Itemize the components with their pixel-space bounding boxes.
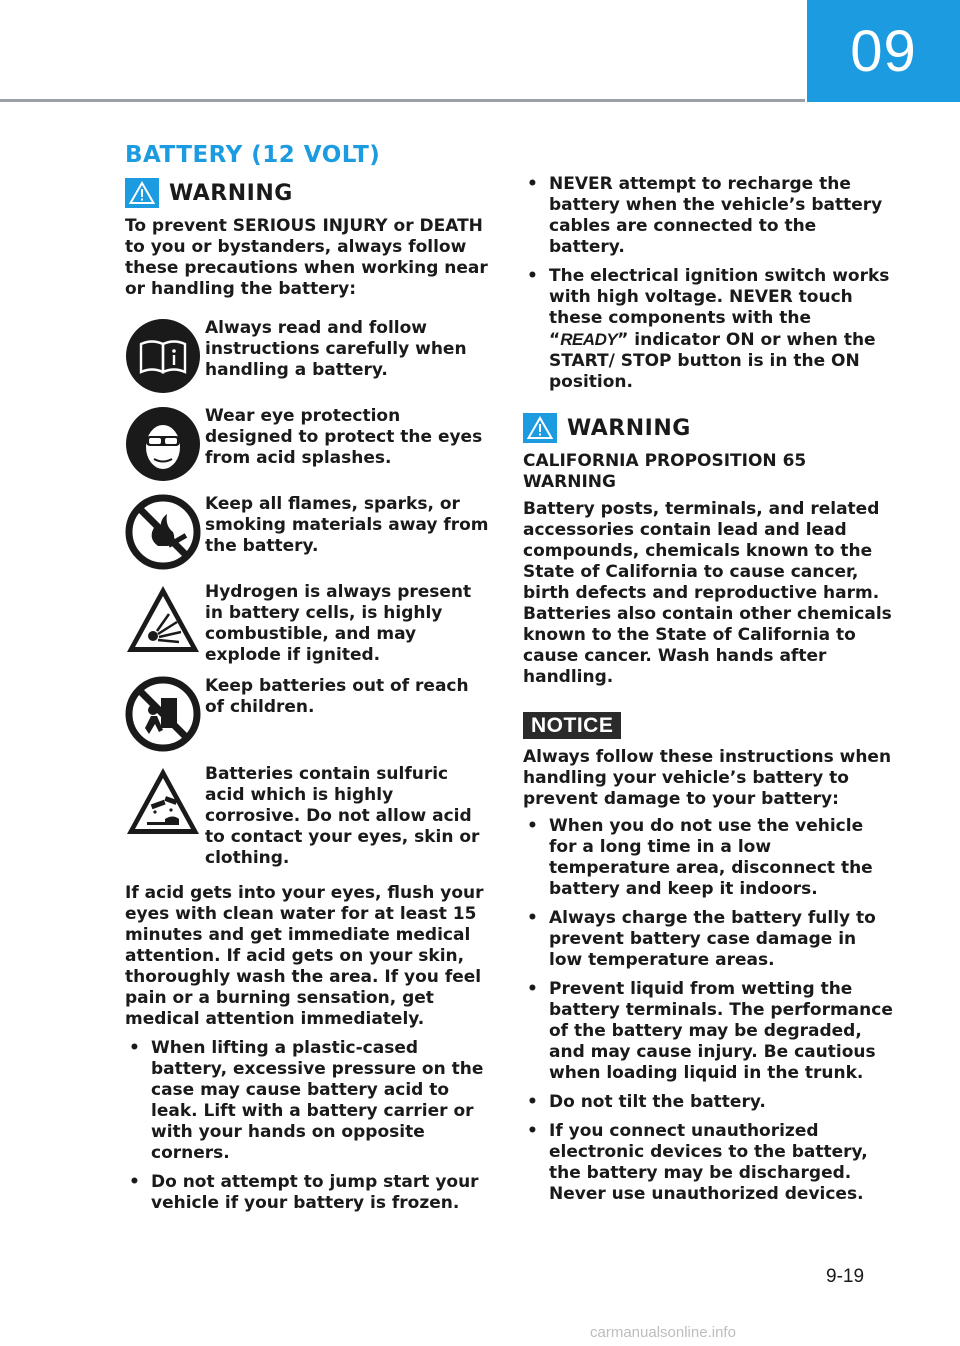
eye-protection-icon	[125, 406, 201, 482]
keep-from-children-icon	[125, 676, 201, 752]
bullet-text: The electrical ignition switch works with high voltage. NEVER touch these components with the “	[549, 266, 890, 350]
notice-bullet-list	[523, 816, 893, 1205]
symbol-text: Hydrogen is always present in battery cells, is highly combustible, and may explode if ignited.	[205, 582, 472, 665]
list-item: • NEVER attempt to recharge the battery when the vehicle’s battery cables are connected to the battery.	[523, 174, 893, 258]
list-item: • When lifting a plastic-cased battery, excessive pressure on the case may cause battery acid to leak. Lift with a battery carrier or with your hands on opposite corners.	[125, 1038, 490, 1164]
symbol-text: Keep batteries out of reach of children.	[205, 676, 469, 717]
left-bullet-list	[125, 1038, 490, 1214]
prop65-heading: CALIFORNIA PROPOSITION 65 WARNING	[523, 451, 807, 492]
right-column	[523, 174, 893, 1213]
notice-intro: Always follow these instructions when handling your vehicle’s battery to prevent damage to your battery:	[523, 747, 892, 809]
list-item: • If you connect unauthorized electronic devices to the battery, the battery may be discharged. Never use unauthorized devices.	[523, 1121, 893, 1205]
symbol-text: Wear eye protection designed to protect the eyes from acid splashes.	[205, 406, 483, 468]
symbol-text: Batteries contain sulfuric acid which is highly corrosive. Do not allow acid to contact your eyes, skin or clothing.	[205, 764, 480, 868]
warning-label: WARNING	[169, 180, 293, 206]
notice-badge: NOTICE	[523, 712, 621, 739]
explosion-hazard-icon	[125, 582, 201, 658]
warning-triangle-icon	[523, 413, 557, 443]
left-column	[125, 176, 490, 1222]
list-item: • Always charge the battery fully to prevent battery case damage in low temperature areas.	[523, 908, 893, 971]
symbol-row	[125, 582, 490, 666]
list-item: • Prevent liquid from wetting the battery terminals. The performance of the battery may be degraded, and may cause injury. Be cautious when loading liquid in the trunk.	[523, 979, 893, 1084]
symbol-text: Keep all flames, sparks, or smoking materials away from the battery.	[205, 494, 489, 556]
chapter-tab	[807, 0, 960, 102]
read-manual-icon	[125, 318, 201, 394]
warning-intro: To prevent SERIOUS INJURY or DEATH to you or bystanders, always follow these precautions when working near or handling the battery:	[125, 216, 488, 299]
header-rule	[0, 99, 805, 102]
no-flames-icon	[125, 494, 201, 570]
warning-triangle-icon	[125, 178, 159, 208]
warning-header	[523, 411, 893, 445]
symbol-text: Always read and follow instructions carefully when handling a battery.	[205, 318, 467, 380]
acid-first-aid-paragraph: If acid gets into your eyes, flush your eyes with clean water for at least 15 minutes and get immediate medical attention. If acid gets on your skin, thoroughly wash the area. If you feel pain or a burning sensation, get medical attention immediately.	[125, 883, 484, 1029]
bullet-text: ” indicator ON or when the START/ STOP button is in the ON position.	[549, 330, 876, 392]
symbol-row	[125, 676, 490, 752]
symbol-row	[125, 764, 490, 869]
watermark: carmanualsonline.info	[590, 1324, 736, 1341]
section-title: BATTERY (12 VOLT)	[125, 142, 381, 168]
warning-header	[125, 176, 490, 210]
ready-indicator-text: READY	[560, 330, 618, 349]
list-item	[523, 266, 893, 393]
list-item: • Do not tilt the battery.	[523, 1092, 893, 1113]
list-item: • Do not attempt to jump start your vehicle if your battery is frozen.	[125, 1172, 490, 1214]
prop65-text: Battery posts, terminals, and related accessories contain lead and lead compounds, chemicals known to the State of California to cause cancer, birth defects and reproductive harm. Batteries also contain other chemicals known to the State of California to cause cancer. Wash hands after handling.	[523, 499, 892, 687]
page-number: 9-19	[826, 1266, 865, 1287]
notice-header	[523, 712, 893, 739]
chapter-number: 09	[850, 18, 917, 84]
warning-label: WARNING	[567, 415, 691, 441]
list-item: • When you do not use the vehicle for a long time in a low temperature area, disconnect the battery and keep it indoors.	[523, 816, 893, 900]
right-bullet-list	[523, 174, 893, 393]
symbol-row	[125, 406, 490, 482]
symbol-row	[125, 318, 490, 394]
symbol-row	[125, 494, 490, 570]
corrosive-hazard-icon	[125, 764, 201, 840]
